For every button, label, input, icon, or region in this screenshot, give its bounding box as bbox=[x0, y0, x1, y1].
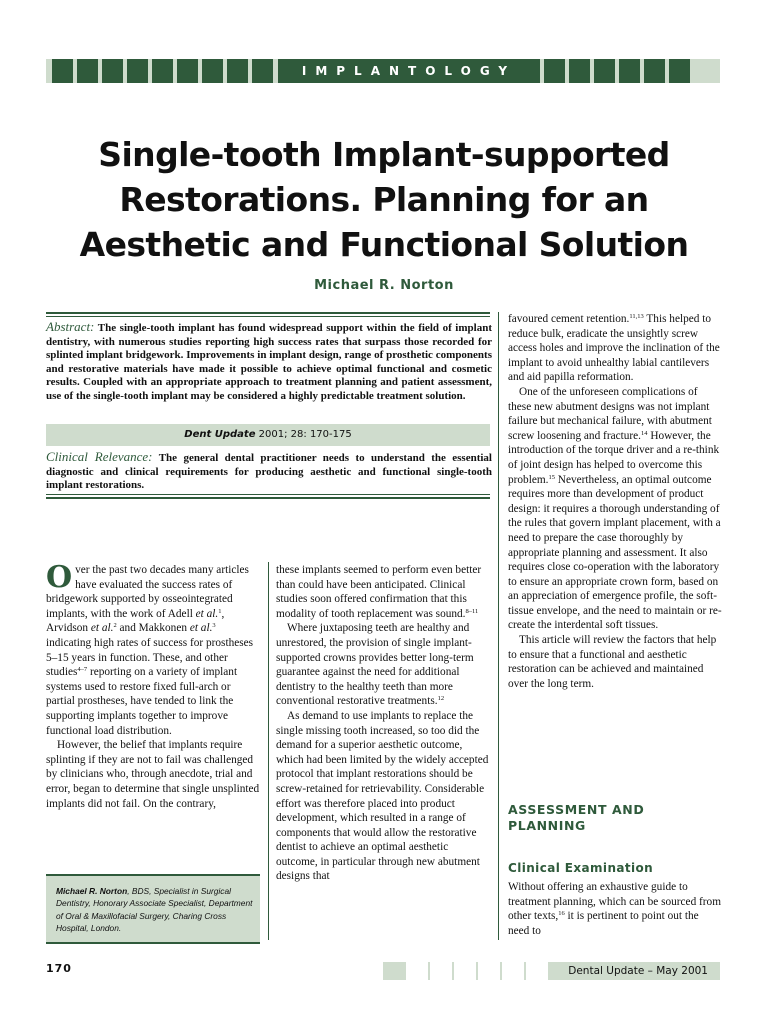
citation-bar bbox=[46, 424, 490, 446]
article-title: Single-tooth Implant-supported Restorations. Planning for an Aesthetic and Functional Solution bbox=[79, 135, 689, 264]
band-block bbox=[594, 59, 615, 83]
paragraph: these implants seemed to perform even better than could have been anticipated. Clinical studies soon offered confirmation that this modality of tooth replacement was sound.$^{8-11}$ bbox=[276, 564, 482, 620]
band-block bbox=[102, 59, 123, 83]
column-divider bbox=[268, 562, 269, 940]
band-block bbox=[52, 59, 73, 83]
abstract-text: The single-tooth implant has found widespread support within the field of implant dentistry, with numerous studies reporting high success rates that surpass those recorded for splinted implant bridgework. Improvements in implant design, range of prosthetic components and restorative materials have made it possible to achieve optimal functional and cosmetic results. Coupled with an appropriate approach to treatment planning and patient assessment, use of the single-tooth implant may be considered a highly predictable treatment solution. bbox=[46, 322, 492, 402]
paragraph: However, the belief that implants require splinting if they are not to fail was challenged by clinicians who, through anecdote, trial and error, began to determine that single unsplinted implants did not fail. On the contrary, bbox=[46, 739, 260, 810]
rule bbox=[46, 497, 490, 499]
band-block bbox=[619, 59, 640, 83]
section-label: IMPLANTOLOGY bbox=[278, 59, 540, 83]
paragraph: Where juxtaposing teeth are healthy and unrestored, the provision of single implant-supported crowns provides better long-term guarantee against the need for additional dentistry to the healthy teeth than more conventional restorative treatments.$^{12}$ bbox=[276, 622, 474, 708]
body-column-3-continued bbox=[508, 880, 722, 938]
author-name: Michael R. Norton bbox=[314, 278, 454, 293]
body-column-3 bbox=[508, 312, 722, 691]
bio-text: , BDS, Specialist in Surgical Dentistry, Honorary Associate Specialist, Department of Oral & Maxillofacial Surgery, Charing Cross Hospital, London. bbox=[56, 886, 253, 933]
band-block bbox=[544, 59, 565, 83]
band-block bbox=[127, 59, 148, 83]
band-block bbox=[429, 962, 452, 980]
abstract-heading: Abstract: bbox=[46, 319, 95, 334]
band-block bbox=[227, 59, 248, 83]
body-column-1 bbox=[46, 560, 260, 811]
band-block bbox=[202, 59, 223, 83]
drop-cap: O bbox=[46, 560, 73, 595]
journal-issue: Dental Update – May 2001 bbox=[568, 965, 708, 977]
band-block bbox=[177, 59, 198, 83]
rule bbox=[46, 494, 490, 495]
band-block bbox=[501, 962, 524, 980]
paragraph: Over the past two decades many articles have evaluated the success rates of bridgework supported by osseointegrated implants, with the work of Adell et al.$^1$, Arvidson et al.$^2$ and Makkonen et al.$^3$ indicating high rates of success for prostheses 5–15 years in function. These, and other studies$^{4-7}$ reporting on a variety of implant systems used to restore fixed full-arch or partial prostheses, have tended to link the supporting implants together to improve functional load distribution. bbox=[46, 560, 254, 737]
paragraph: Without offering an exhaustive guide to treatment planning, which can be sourced from other texts,$^{16}$ it is pertinent to point out the need to bbox=[508, 881, 721, 937]
paragraph: This article will review the factors that help to ensure that a functional and aesthetic restoration can be achieved and maintained over the long term. bbox=[508, 634, 717, 690]
author-bio bbox=[56, 885, 254, 934]
citation-details: 2001; 28: 170-175 bbox=[258, 429, 352, 440]
band-block bbox=[453, 962, 476, 980]
footer-band bbox=[383, 962, 720, 980]
column-divider bbox=[498, 312, 499, 940]
clinical-relevance bbox=[46, 450, 492, 493]
band-block bbox=[644, 59, 665, 83]
header-band bbox=[46, 59, 720, 83]
abstract bbox=[46, 320, 492, 403]
paragraph: As demand to use implants to replace the single missing tooth increased, so too did the demand for a superior aesthetic outcome, which had been limited by the widely accepted protocol that implant restorations should be screw-retained for retrievability. Considerable effort was therefore placed into product development, which resulted in a range of components that would allow the restorative dentist to achieve an optimal aesthetic outcome, in particular through new abutment designs that bbox=[276, 709, 489, 883]
band-block bbox=[669, 59, 690, 83]
band-block bbox=[525, 962, 548, 980]
relevance-text: The general dental practitioner needs to understand the essential diagnostic and clinical requirements for producing aesthetic and functional single-tooth implant restorations. bbox=[46, 452, 492, 491]
subsection-heading-clinical-examination: Clinical Examination bbox=[508, 861, 654, 875]
body-column-2 bbox=[276, 563, 492, 884]
paragraph: favoured cement retention.$^{11,13}$ This helped to reduce bulk, eradicate the unsightly screw access holes and improve the inclination of the implant to avoid unhealthy labial cantilevers and aid papilla reformation. bbox=[508, 313, 720, 384]
citation-journal: Dent Update bbox=[184, 429, 256, 440]
band-block bbox=[252, 59, 273, 83]
relevance-heading: Clinical Relevance: bbox=[46, 449, 153, 464]
rule bbox=[46, 312, 490, 314]
band-block bbox=[569, 59, 590, 83]
band-block bbox=[77, 59, 98, 83]
section-heading-assessment: ASSESSMENT AND PLANNING bbox=[508, 802, 645, 833]
band-block bbox=[405, 962, 428, 980]
band-block bbox=[152, 59, 173, 83]
rule bbox=[46, 316, 490, 317]
page-number: 170 bbox=[46, 962, 72, 975]
bio-name: Michael R. Norton bbox=[56, 886, 128, 896]
paragraph: One of the unforeseen complications of these new abutment designs was not implant failure but mechanical failure, with abutment screw loosening and fracture.$^{14}$ However, the introduction of the torque driver and a re-think of joint design has helped to overcome this problem.$^{15}$ Nevertheless, an optimal outcome requires more than development of product design: it requires a thorough understanding of the rules that govern implant placement, with a need to prepare the case thoroughly by appropriate planning and assessment. It also requires close co-operation with the laboratory to ensure an appropriate crown form, based on an appreciation of emergence profile, the soft-tissue envelope, and the need to maintain or re-create the interdental soft tissues. bbox=[508, 385, 722, 632]
author-bio-box bbox=[46, 874, 260, 944]
band-block bbox=[477, 962, 500, 980]
